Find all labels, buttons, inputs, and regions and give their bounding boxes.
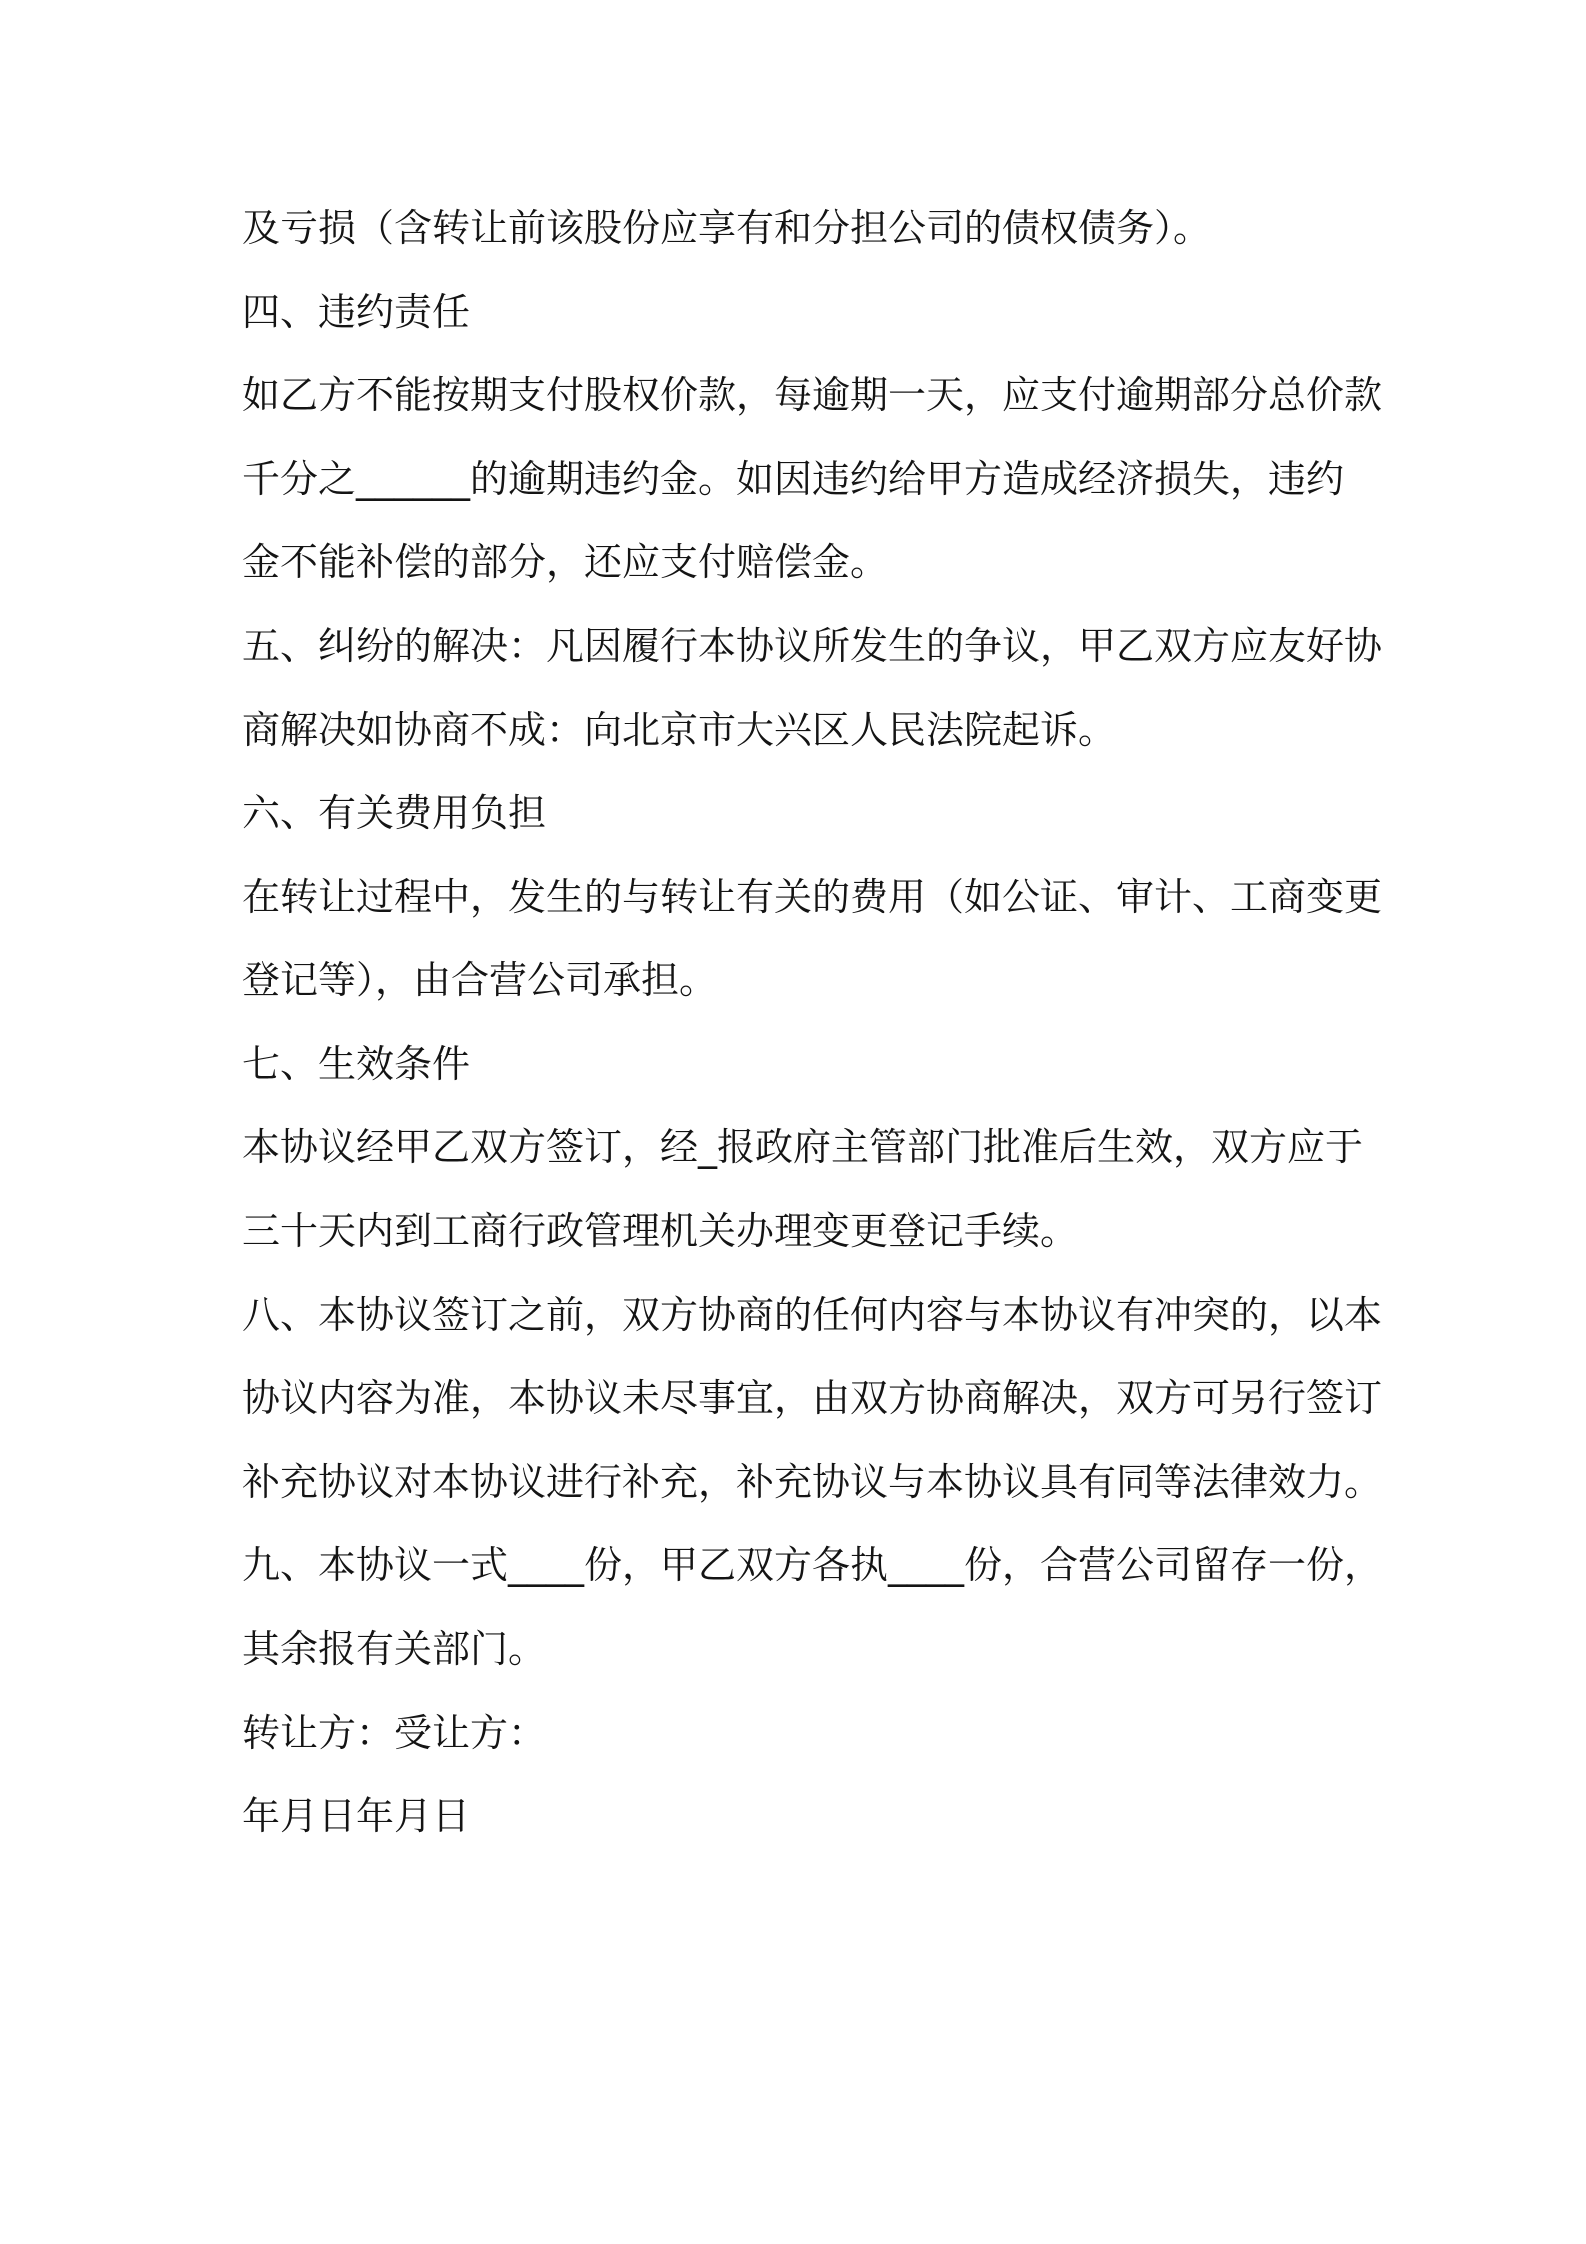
text-line: 如乙方不能按期支付股权价款，每逾期一天，应支付逾期部分总价款 xyxy=(242,373,1383,417)
text-line: 及亏损（含转让前该股份应享有和分担公司的债权债务）。 xyxy=(242,206,1212,250)
text-line: 三十天内到工商行政管理机关办理变更登记手续。 xyxy=(242,1209,1079,1253)
signature-parties: 转让方：受让方： xyxy=(242,1711,547,1755)
section-heading-effect: 七、生效条件 xyxy=(242,1042,471,1086)
section-heading-fees: 六、有关费用负担 xyxy=(242,791,547,835)
section-heading-breach: 四、违约责任 xyxy=(242,290,471,334)
section-heading-copies: 九、本协议一式____份，甲乙双方各执____份，合营公司留存一份， xyxy=(242,1543,1383,1587)
text-line: 补充协议对本协议进行补充，补充协议与本协议具有同等法律效力。 xyxy=(242,1460,1383,1504)
section-heading-prior: 八、本协议签订之前，双方协商的任何内容与本协议有冲突的，以本 xyxy=(242,1293,1383,1337)
text-line: 千分之______的逾期违约金。如因违约给甲方造成经济损失，违约 xyxy=(242,457,1345,501)
text-line: 登记等），由合营公司承担。 xyxy=(242,958,718,1002)
text-line: 金不能补偿的部分，还应支付赔偿金。 xyxy=(242,540,889,584)
signature-dates: 年月日年月日 xyxy=(242,1794,471,1838)
text-line: 商解决如协商不成：向北京市大兴区人民法院起诉。 xyxy=(242,708,1117,752)
section-heading-dispute: 五、纠纷的解决：凡因履行本协议所发生的争议，甲乙双方应友好协 xyxy=(242,624,1383,668)
text-line: 其余报有关部门。 xyxy=(242,1627,547,1671)
text-line: 协议内容为准，本协议未尽事宜，由双方协商解决，双方可另行签订 xyxy=(242,1376,1383,1420)
text-line: 本协议经甲乙双方签订，经_报政府主管部门批准后生效，双方应于 xyxy=(242,1125,1364,1169)
text-line: 在转让过程中，发生的与转让有关的费用（如公证、审计、工商变更 xyxy=(242,875,1383,919)
